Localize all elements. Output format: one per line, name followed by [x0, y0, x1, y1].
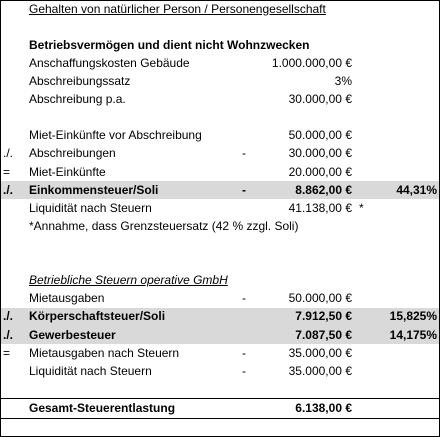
row-abschreibungssatz — [0, 72, 440, 90]
cell-percent[interactable] — [375, 145, 440, 163]
cell-value[interactable]: 50.000,00 € — [288, 128, 352, 143]
cell-sign[interactable]: - — [242, 345, 246, 360]
cell-label[interactable]: Körperschaftsteuer/Soli — [25, 308, 240, 326]
row-empty — [0, 235, 440, 253]
cell-empty[interactable] — [25, 254, 440, 272]
cell-value[interactable]: 35.000,00 € — [288, 363, 352, 378]
row-annahme-note — [0, 217, 440, 235]
row-title — [0, 0, 440, 18]
row-empty — [0, 109, 440, 127]
cell-sign[interactable]: - — [242, 146, 246, 161]
row-koerperschaftsteuer — [0, 308, 440, 326]
cell-value[interactable]: 30.000,00 € — [288, 146, 352, 161]
cell-value[interactable]: 3% — [334, 73, 352, 88]
cell-value[interactable]: 6.138,00 € — [295, 401, 352, 416]
cell-label[interactable]: Liquidität nach Steuern — [29, 363, 152, 378]
cell-a3[interactable] — [0, 36, 25, 54]
cell-note[interactable] — [355, 344, 375, 362]
cell-sign[interactable] — [240, 199, 260, 217]
cell-note[interactable] — [355, 181, 375, 199]
cell-note[interactable] — [355, 308, 375, 326]
cell-op[interactable] — [0, 217, 25, 235]
row-anschaffungskosten — [0, 54, 440, 72]
cell-value[interactable]: 1.000.000,00 € — [271, 55, 352, 70]
cell-a1[interactable] — [0, 0, 25, 18]
cell-percent[interactable]: 14,175% — [375, 326, 440, 344]
row-empty — [0, 418, 440, 437]
cell-sign[interactable]: - — [242, 291, 246, 306]
cell-percent[interactable] — [375, 127, 440, 145]
cell-empty[interactable] — [0, 380, 25, 399]
section-heading[interactable]: Betriebsvermögen und dient nicht Wohnzwecken — [29, 37, 310, 52]
cell-value[interactable]: 41.138,00 € — [288, 200, 352, 215]
cell-percent[interactable] — [375, 163, 440, 181]
cell-value[interactable]: 35.000,00 € — [288, 345, 352, 360]
section-heading-gmbh[interactable]: Betriebliche Steuern operative GmbH — [29, 273, 228, 288]
cell-empty[interactable] — [0, 235, 25, 253]
cell-note[interactable]: * — [359, 200, 364, 215]
cell-op[interactable] — [0, 127, 25, 145]
cell-op[interactable]: ./. — [0, 326, 25, 344]
cell-value[interactable]: 8.862,00 € — [260, 181, 355, 199]
cell-percent[interactable] — [375, 362, 440, 380]
sheet-title[interactable]: Gehalten von natürlicher Person / Personengesellschaft — [29, 1, 326, 16]
cell-percent[interactable] — [375, 344, 440, 362]
cell-empty[interactable] — [0, 254, 25, 272]
cell-op[interactable] — [0, 72, 25, 90]
cell-percent[interactable] — [375, 91, 440, 109]
cell-sign[interactable] — [240, 127, 260, 145]
cell-op[interactable] — [0, 399, 25, 418]
cell-note[interactable] — [355, 399, 375, 418]
cell-op[interactable] — [0, 290, 25, 308]
row-gmbh-heading — [0, 272, 440, 290]
cell-percent[interactable] — [375, 290, 440, 308]
cell-value[interactable]: 20.000,00 € — [288, 164, 352, 179]
cell-sign[interactable] — [240, 163, 260, 181]
cell-percent[interactable]: 44,31% — [375, 181, 440, 199]
cell-note[interactable] — [355, 326, 375, 344]
cell-label[interactable]: Abschreibungen — [29, 146, 116, 161]
row-liquiditaet-gmbh — [0, 362, 440, 380]
row-empty — [0, 380, 440, 399]
cell-op[interactable]: ./. — [3, 146, 14, 161]
row-empty — [0, 18, 440, 36]
cell-op[interactable] — [0, 199, 25, 217]
row-mietausgaben — [0, 290, 440, 308]
cell-sign[interactable] — [240, 326, 260, 344]
cell-empty[interactable] — [25, 235, 440, 253]
cell-note[interactable] — [355, 54, 375, 72]
cell-sign[interactable] — [240, 72, 260, 90]
cell-op[interactable]: ./. — [0, 181, 25, 199]
cell-sign[interactable]: - — [242, 363, 246, 378]
cell-label[interactable]: Abschreibung p.a. — [29, 92, 126, 107]
cell-value[interactable]: 50.000,00 € — [288, 291, 352, 306]
row-abschreibungen — [0, 145, 440, 163]
cell-empty[interactable] — [0, 18, 25, 36]
cell-percent[interactable] — [375, 199, 440, 217]
cell-note[interactable] — [355, 127, 375, 145]
cell-percent[interactable] — [375, 399, 440, 418]
cell-op[interactable] — [0, 91, 25, 109]
cell-op[interactable]: = — [3, 345, 11, 360]
cell-op[interactable]: = — [3, 164, 11, 179]
cell-percent[interactable]: 15,825% — [375, 308, 440, 326]
cell-label[interactable]: Mietausgaben nach Steuern — [29, 345, 180, 360]
cell-note[interactable] — [355, 145, 375, 163]
cell-label[interactable]: Abschreibungssatz — [29, 73, 131, 88]
cell-percent[interactable] — [375, 54, 440, 72]
cell-sign[interactable] — [240, 54, 260, 72]
cell-note[interactable] — [355, 72, 375, 90]
cell-note[interactable] — [355, 163, 375, 181]
cell-empty[interactable] — [25, 18, 440, 36]
footnote[interactable]: *Annahme, dass Grenzsteuersatz (42 % zzgl. Soli) — [29, 218, 299, 233]
row-gewerbesteuer — [0, 326, 440, 344]
cell-empty[interactable] — [25, 380, 440, 399]
cell-value[interactable]: 30.000,00 € — [288, 92, 352, 107]
cell-op[interactable] — [0, 272, 25, 290]
cell-label[interactable]: Miet-Einkünfte — [29, 164, 106, 179]
row-empty — [0, 254, 440, 272]
cell-label[interactable]: Einkommensteuer/Soli — [25, 181, 240, 199]
row-einkommensteuer — [0, 181, 440, 199]
row-liquiditaet — [0, 199, 440, 217]
cell-empty[interactable] — [25, 418, 440, 437]
row-miet-einkuenfte — [0, 163, 440, 181]
cell-label[interactable]: Gewerbesteuer — [25, 326, 240, 344]
cell-empty[interactable] — [25, 109, 440, 127]
row-gesamt-steuerentlastung — [0, 399, 440, 418]
cell-value[interactable]: 7.912,50 € — [260, 308, 355, 326]
cell-value[interactable]: 7.087,50 € — [260, 326, 355, 344]
cell-empty[interactable] — [0, 418, 25, 437]
cell-op[interactable] — [0, 54, 25, 72]
cell-sign[interactable]: - — [240, 181, 260, 199]
cell-note[interactable] — [355, 290, 375, 308]
cell-op[interactable] — [0, 362, 25, 380]
cell-sign[interactable] — [240, 308, 260, 326]
cell-note[interactable] — [355, 362, 375, 380]
cell-sign[interactable] — [240, 399, 260, 418]
row-abschreibung-pa — [0, 91, 440, 109]
cell-op[interactable]: ./. — [0, 308, 25, 326]
cell-label[interactable]: Gesamt-Steuerentlastung — [29, 401, 176, 416]
cell-percent[interactable] — [375, 72, 440, 90]
cell-label[interactable]: Liquidität nach Steuern — [29, 200, 152, 215]
row-mietausgaben-nach-steuern — [0, 344, 440, 362]
cell-label[interactable]: Anschaffungskosten Gebäude — [29, 55, 190, 70]
cell-label[interactable]: Miet-Einkünfte vor Abschreibung — [29, 128, 202, 143]
cell-sign[interactable] — [240, 91, 260, 109]
cell-note[interactable] — [355, 91, 375, 109]
row-section-header — [0, 36, 440, 54]
cell-empty[interactable] — [0, 109, 25, 127]
cell-label[interactable]: Mietausgaben — [29, 291, 105, 306]
row-miet-einkuenfte-vor — [0, 127, 440, 145]
